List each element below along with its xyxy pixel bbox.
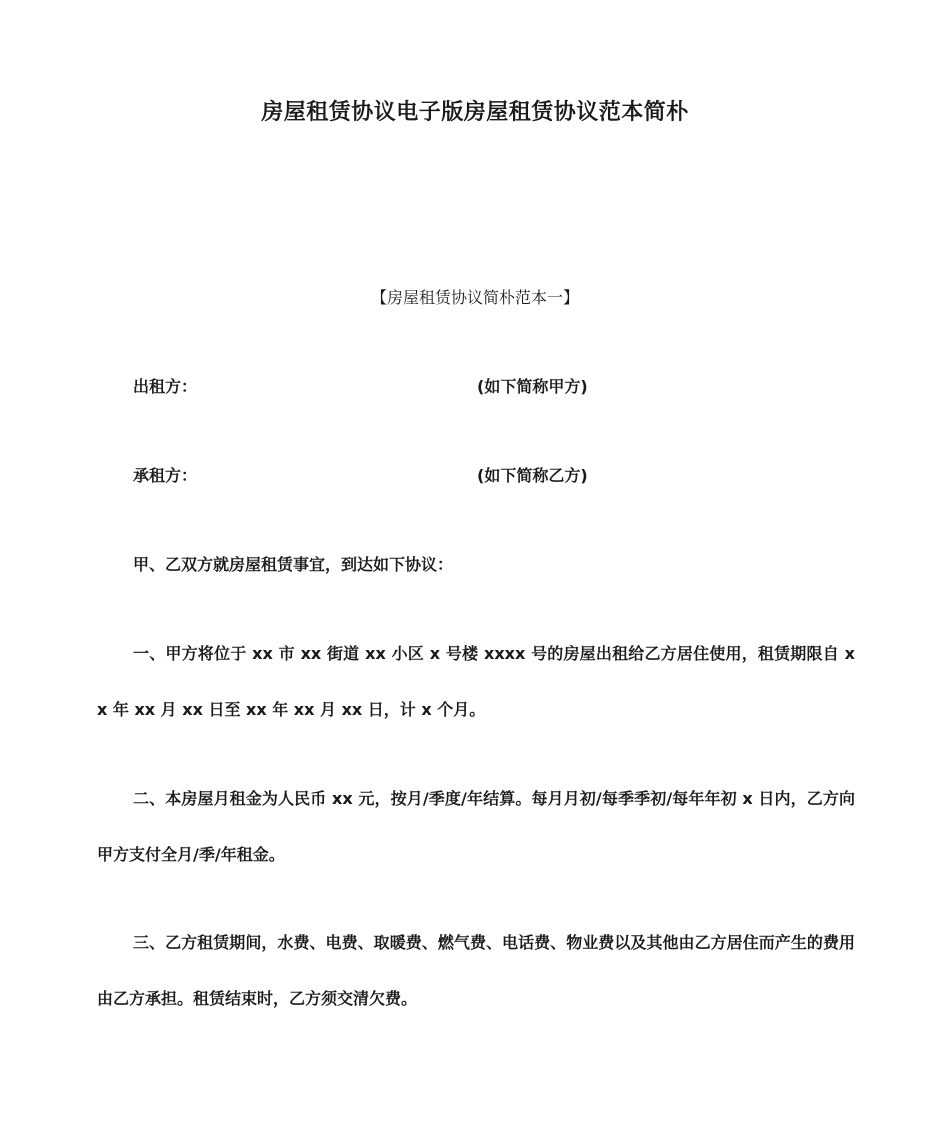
clause-1: 一、甲方将位于 xx 市 xx 街道 xx 小区 x 号楼 xxxx 号的房屋出租给乙方居住使用，租赁期限自 xx 年 xx 月 xx 日至 xx 年 xx 月 xx 日，计 x 个月。 [97,644,855,719]
document-subtitle: 【房屋租赁协议简朴范本一】 [370,288,579,307]
lessee-label: 承租方： [133,466,198,485]
lessee-note: (如下简称乙方) [477,466,588,485]
clause-3: 三、乙方租赁期间，水费、电费、取暖费、燃气费、电话费、物业费以及其他由乙方居住而产生的费用由乙方承担。租赁结束时，乙方须交清欠费。 [97,933,855,1008]
intro-paragraph: 甲、乙双方就房屋租赁事宜，到达如下协议： [133,555,454,574]
lessor-label: 出租方： [133,377,198,396]
lessor-note: (如下简称甲方) [477,377,588,396]
clause-2: 二、本房屋月租金为人民币 xx 元，按月/季度/年结算。每月月初/每季季初/每年年初 x 日内，乙方向甲方支付全月/季/年租金。 [97,789,855,864]
document-title: 房屋租赁协议电子版房屋租赁协议范本简朴 [261,100,689,125]
